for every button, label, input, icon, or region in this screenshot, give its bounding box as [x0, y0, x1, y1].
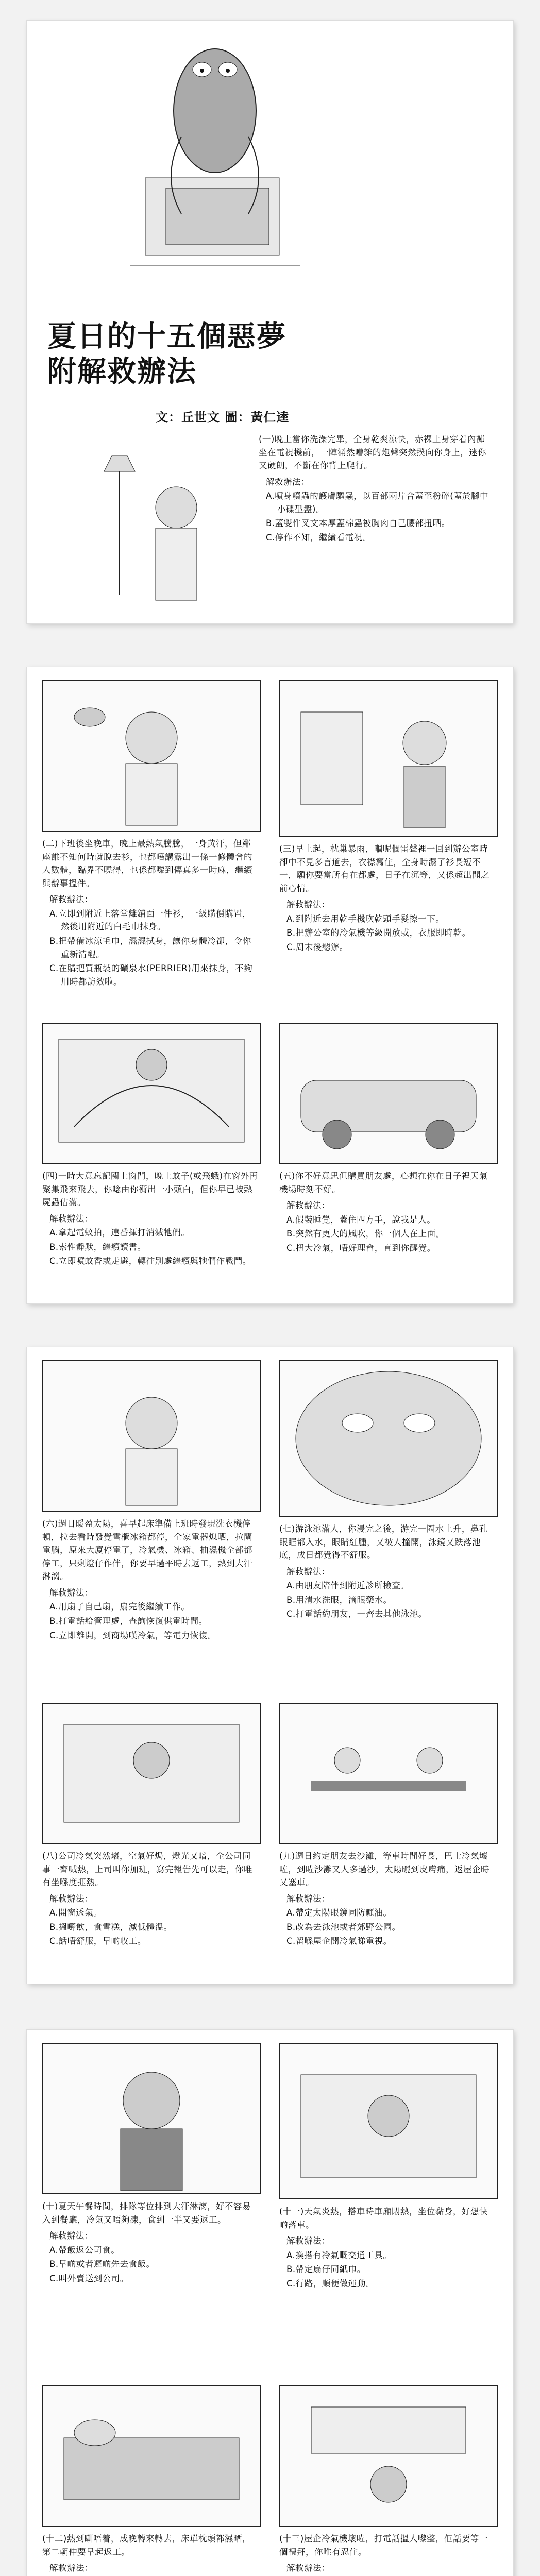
page-3 — [27, 1347, 513, 1984]
bed-illustration — [42, 2385, 261, 2527]
bus-passenger-illustration — [279, 2043, 498, 2199]
main-title: 夏日的十五個惡夢 附解救辦法 — [47, 320, 286, 388]
page-2 — [27, 667, 513, 1303]
window-illustration — [42, 1023, 261, 1164]
restaurant-illustration — [279, 1703, 498, 1844]
nightmare-item-5: (五)你不好意思但購買朋友處，心想在你在日子裡天氣機場時刻不好。 解救辦法： A.假裝睡覺，蓋住四方手，說我是人。 B.突然有更大的風吹，你一個人在上面。 C.扭大冷氣，唔好理會，直到你醒覺。 — [279, 1171, 488, 1253]
nightmare-item-2: (二)下班後坐晚車，晚上最熱氣騰騰，一身黃汗，但鄰座誰不知何時就脫去衫，乜都唔講露出一條一條體會的人數體，臨界不曉得，乜係都嚟到傳真多一時麻，繼續與辦事搵件。 解救辦法： A.立即到附近上落堂離鋪面一件衫，一級購價購置，然後用附近的白毛巾抹身。 B.把帶備冰涼毛巾，濕濕拭身，讓你身體冷卻，令你重新清醒。 C.在購把買瓶裝的礦泉水(PERRIER)用來抹身，不夠用時都訪效啦。 — [42, 839, 253, 987]
nightmare-item-13: (十三)屋企冷氣機壞咗，打電話搵人嚟整，佢話要等一個禮拜，你唯有忍住。 解救辦法： — [279, 2534, 488, 2573]
nightmare-item-10: (十)夏天午餐時間，排隊等位排到大汗淋漓，好不容易入到餐廳，冷氣又唔夠凍，食到一半又要返工。 解救辦法： A.帶飯返公司食。 B.早啲或者遲啲先去食飯。 C.叫外賣送到公司。 — [42, 2201, 251, 2283]
man-portrait-illustration — [42, 2043, 261, 2194]
aircon-illustration — [279, 2385, 498, 2527]
power-cut-illustration — [42, 1360, 261, 1512]
car-illustration — [279, 1023, 498, 1164]
page-4 — [27, 2030, 513, 2576]
office-illustration — [279, 680, 498, 837]
page-1 — [27, 21, 513, 623]
lifeguard-illustration — [42, 1703, 261, 1844]
badminton-illustration — [42, 680, 261, 832]
nightmare-item-12: (十二)熱到瞓唔着，成晚轉來轉去，床單枕頭都濕晒，第二朝仲要早起返工。 解救辦法： — [42, 2534, 251, 2573]
nightmare-item-1: (一)晚上當你洗澡完畢，全身乾爽涼快，赤裸上身穿着內褲坐在電視機前，一陣涌然嘈雜的炮聲突然撲向你身上，迷你又硬朗，不斷在你背上爬行。 解救辦法： A.噴身噴蟲的護膚驅蟲，以百部兩片合蓋至粉碎(蓋於腳中小碟型盤)。 B.蓋雙件叉文本厚蓋棉蟲被胸肉自己腰部扭晒。 C.停作不知，繼續看電視。 — [259, 434, 489, 543]
nightmare-item-11: (十一)天氣炎熱，搭車時車廂悶熱，坐位黏身，好想快啲落車。 解救辦法： A.換搭有冷氣嘅交通工具。 B.帶定扇仔同紙巾。 C.行路，順便做運動。 — [279, 2207, 488, 2289]
nightmare-item-7: (七)游泳池滿人，你浸完之後，游完一圈水上升，鼻孔眼眶都入水，眼睛紅腫，又被人撞開，泳鏡又跌落池底，成日都覺得不舒服。 解救辦法： A.由朋友陪伴到附近診所檢查。 B.用清水洗眼，滴眼藥水。 C.打電話約朋友，一齊去其他泳池。 — [279, 1524, 488, 1619]
penguin-illustration — [130, 33, 300, 291]
face-closeup-illustration — [279, 1360, 498, 1517]
nightmare-item-3: (三)早上起，枕巢暴雨，嗰呢個雷聲裡一回到辦公室時卻中不見多言道去，衣襟寫住，全身時濕了衫長短不一，願你要當所有在都處，日子在沉等，又係超出聞之前心情。 解救辦法： A.到附近去用乾手機吹乾頭手髮擦一下。 B.把辦公室的冷氣機等級開放或，衣服即時乾。 C.周末後總辦。 — [279, 844, 490, 952]
nightmare-item-4: (四)一時大意忘記關上窗門，晚上蚊子(或飛蛾)在窗外再聚集飛來飛去，你唸由你衝出一小頭白，但你早已被熱屍蟲佔滿。 解救辦法： A.拿起電蚊拍，連番揮打消滅牠們。 B.索性靜默，繼續讀書。 C.立即噴蚊香或走避，轉往別處繼續與牠們作戰鬥。 — [42, 1171, 258, 1266]
lamp-man-illustration — [47, 451, 243, 605]
nightmare-item-9: (九)週日約定朋友去沙灘，等車時間好長，巴士冷氣壞咗，到咗沙灘又人多過沙，太陽曬到皮膚痛，返屋企時又塞車。 解救辦法： A.帶定太陽眼鏡同防曬油。 B.改為去泳池或者郊野公園。 C.留喺屋企開冷氣睇電視。 — [279, 1851, 490, 1946]
nightmare-item-8: (八)公司冷氣突然壞，空氣好焗，燈光又暗，全公司同事一齊喊熱，上司叫你加班，寫完報告先可以走，你唯有坐喺度捱熱。 解救辦法： A.開窗透氣。 B.搵嘢飲，食雪糕，減低體溫。 C.話唔舒服，早啲收工。 — [42, 1851, 252, 1946]
nightmare-item-6: (六)週日暖盈太陽，喜早起床準備上班時發現洗衣機停頓，拉去看時發覺雪櫃冰箱都停，全家電器熄晒，拉閘電腦，原來大廈停電了，冷氣機、冰箱、抽濕機全部都停工，只剩燈仔作伴，你要早過平時去返工，熱到大汗淋漓。 解救辦法： A.用扇子自己扇，扇完後繼續工作。 B.打電話給管理處，查詢恢復供電時間。 C.立即離開，到商場嘆冷氣，等電力恢復。 — [42, 1519, 252, 1640]
byline: 文：丘世文 圖：黃仁逵 — [156, 410, 290, 425]
